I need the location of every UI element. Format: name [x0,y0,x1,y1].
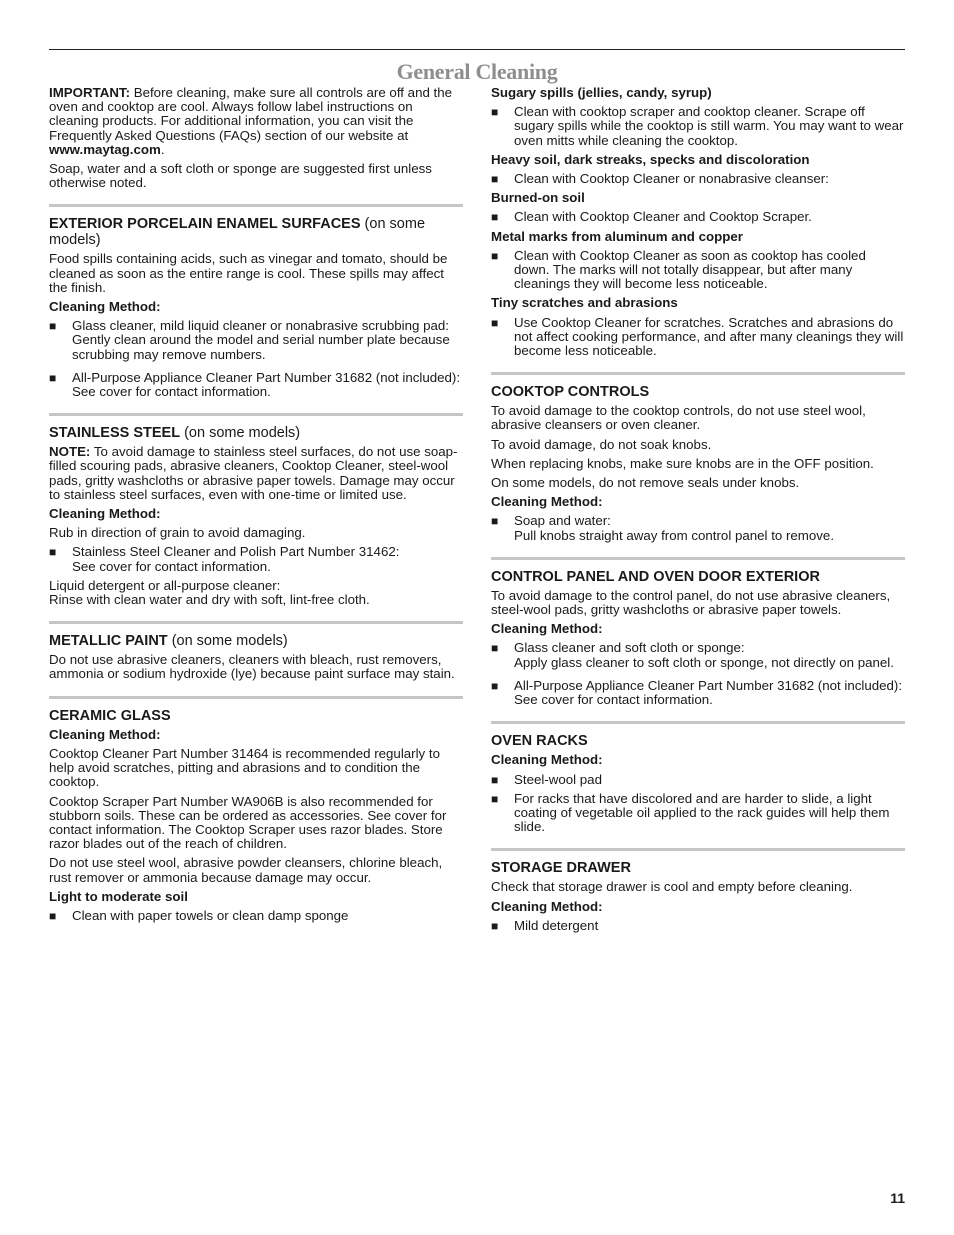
section-stainless-steel [49,413,463,607]
heavy-soil-label: Heavy soil, dark streaks, specks and discoloration [491,151,810,167]
list-item: ■ Soap and water: Pull knobs straight away from control panel to remove. [491,514,905,542]
metal-marks-list [491,249,905,292]
page-title: General Cleaning [396,59,558,84]
cooktop-controls-para-4: On some models, do not remove seals under knobs. [491,475,800,491]
method-list [491,773,905,835]
section-title: STAINLESS STEEL (on some models) [49,425,301,442]
cleaning-method-label: Cleaning Method: [49,299,161,315]
cleaning-method-label: Cleaning Method: [491,898,603,914]
left-column [49,86,463,928]
right-column [491,86,905,938]
method-list [491,641,905,707]
list-item: ■ Steel-wool pad [491,773,905,787]
section-ceramic-glass [49,696,463,923]
tiny-scratches-list [491,316,905,359]
ceramic-para-2: Cooktop Scraper Part Number WA906B is also recommended for stubborn soils. These can be ordered as accessories. See cover for contact information. The Cooktop Scraper uses razor blades. Store razor blades out of the reach of children. [49,793,447,852]
liquid-detergent-text: Liquid detergent or all-purpose cleaner: Rinse with clean water and dry with soft, lint-free cloth. [49,577,370,608]
section-body: Food spills containing acids, such as vinegar and tomato, should be cleaned as soon as the entire range is cool. These spills may affect the finish. [49,251,448,295]
burned-on-soil-list [491,210,905,224]
cleaning-method-label: Cleaning Method: [491,621,603,637]
list-item: ■ Clean with cooktop scraper and cooktop cleaner. Scrape off sugary spills while the cooktop is still warm. You may want to wear oven mitts while cleaning the cooktop. [491,105,905,148]
list-item: ■ Stainless Steel Cleaner and Polish Part Number 31462: See cover for contact information. [49,545,463,573]
heavy-soil-list [491,172,905,186]
cooktop-controls-para-3: When replacing knobs, make sure knobs are in the OFF position. [491,455,874,471]
important-text: Before cleaning, make sure all controls are off and the oven and cooktop are cool. Always follow label instructions on cleaning products. For additional information, you can visit the Frequently Asked Questions (FAQs) section of our website at [49,85,453,143]
rub-direction-text: Rub in direction of grain to avoid damaging. [49,525,306,541]
cleaning-method-label: Cleaning Method: [491,494,603,510]
section-title: COOKTOP CONTROLS [491,384,650,401]
section-title: METALLIC PAINT (on some models) [49,633,288,650]
list-item: ■ Clean with Cooktop Cleaner and Cooktop Scraper. [491,210,905,224]
cleaning-method-label: Cleaning Method: [49,726,161,742]
section-control-panel [491,557,905,707]
section-metallic-paint [49,621,463,681]
section-storage-drawer [491,848,905,933]
section-cooktop-controls [491,372,905,543]
method-list [49,319,463,399]
section-body: Check that storage drawer is cool and empty before cleaning. [491,879,853,895]
method-list [49,545,463,573]
list-item: ■ Use Cooktop Cleaner for scratches. Scratches and abrasions do not affect cooking performance, and after many cleanings they will become less noticeable. [491,316,905,359]
list-item: ■ For racks that have discolored and are harder to slide, a light coating of vegetable oil applied to the rack guides will help them slide. [491,792,905,835]
cooktop-controls-para-2: To avoid damage, do not soak knobs. [491,436,712,452]
list-item: ■ Glass cleaner, mild liquid cleaner or nonabrasive scrubbing pad: Gently clean around the model and serial number plate because scrubbing may remove numbers. [49,319,463,362]
section-title: EXTERIOR PORCELAIN ENAMEL SURFACES (on some models) [49,216,426,249]
list-item: ■ Clean with paper towels or clean damp sponge [49,909,463,923]
section-title: OVEN RACKS [491,733,588,750]
intro-section [49,86,463,190]
cleaning-method-label: Cleaning Method: [491,752,603,768]
tiny-scratches-label: Tiny scratches and abrasions [491,295,678,311]
cleaning-method-label: Cleaning Method: [49,506,161,522]
top-rule [49,49,905,50]
sugary-spills-list [491,105,905,148]
light-soil-list [49,909,463,923]
metal-marks-label: Metal marks from aluminum and copper [491,228,743,244]
section-title: STORAGE DRAWER [491,860,631,877]
ceramic-para-1: Cooktop Cleaner Part Number 31464 is recommended regularly to help avoid scratches, pitting and abrasions and to condition the cooktop. [49,745,440,790]
sugary-spills-label: Sugary spills (jellies, candy, syrup) [491,85,712,100]
section-title: CERAMIC GLASS [49,707,171,724]
intro-note: Soap, water and a soft cloth or sponge are suggested first unless otherwise noted. [49,161,432,191]
important-period: . [160,141,165,157]
burned-on-soil-label: Burned-on soil [491,190,585,206]
list-item: ■ All-Purpose Appliance Cleaner Part Number 31682 (not included): See cover for contact information. [49,371,463,399]
website-link[interactable]: www.maytag.com [49,141,161,157]
section-oven-racks [491,721,905,834]
ceramic-glass-continued [491,86,905,358]
stainless-note: NOTE: To avoid damage to stainless steel surfaces, do not use soap-filled scouring pads, abrasive cleaners, Cooktop Cleaner, steel-wool pads, gritty washcloths or abrasive paper towels. Damage may occur to stainless steel surfaces, even with one-time or limited use. [49,444,458,502]
light-soil-label: Light to moderate soil [49,888,188,904]
section-body: To avoid damage to the control panel, do not use abrasive cleaners, steel-wool pads, gritty washcloths or abrasive paper towels. [491,587,891,618]
section-title: CONTROL PANEL AND OVEN DOOR EXTERIOR [491,568,820,585]
list-item: ■ All-Purpose Appliance Cleaner Part Number 31682 (not included): See cover for contact information. [491,679,905,707]
list-item: ■ Clean with Cooktop Cleaner as soon as cooktop has cooled down. The marks will not totally disappear, but after many cleanings they will become less noticeable. [491,249,905,292]
method-list [491,514,905,542]
section-exterior-porcelain [49,204,463,399]
method-list [491,919,905,933]
list-item: ■ Mild detergent [491,919,905,933]
important-paragraph [49,86,463,157]
list-item: ■ Clean with Cooktop Cleaner or nonabrasive cleanser: [491,172,905,186]
ceramic-para-3: Do not use steel wool, abrasive powder cleansers, chlorine bleach, rust remover or ammonia because damage may occur. [49,855,443,885]
cooktop-controls-para-1: To avoid damage to the cooktop controls, do not use steel wool, abrasive cleansers or oven cleaner. [491,403,866,433]
important-label: IMPORTANT: [49,85,131,100]
page-number: 11 [890,1190,905,1206]
section-body: Do not use abrasive cleaners, cleaners with bleach, rust removers, ammonia or sodium hydroxide (lye) because paint surface may stain. [49,652,455,682]
list-item: ■ Glass cleaner and soft cloth or sponge: Apply glass cleaner to soft cloth or sponge, not directly on panel. [491,641,905,669]
